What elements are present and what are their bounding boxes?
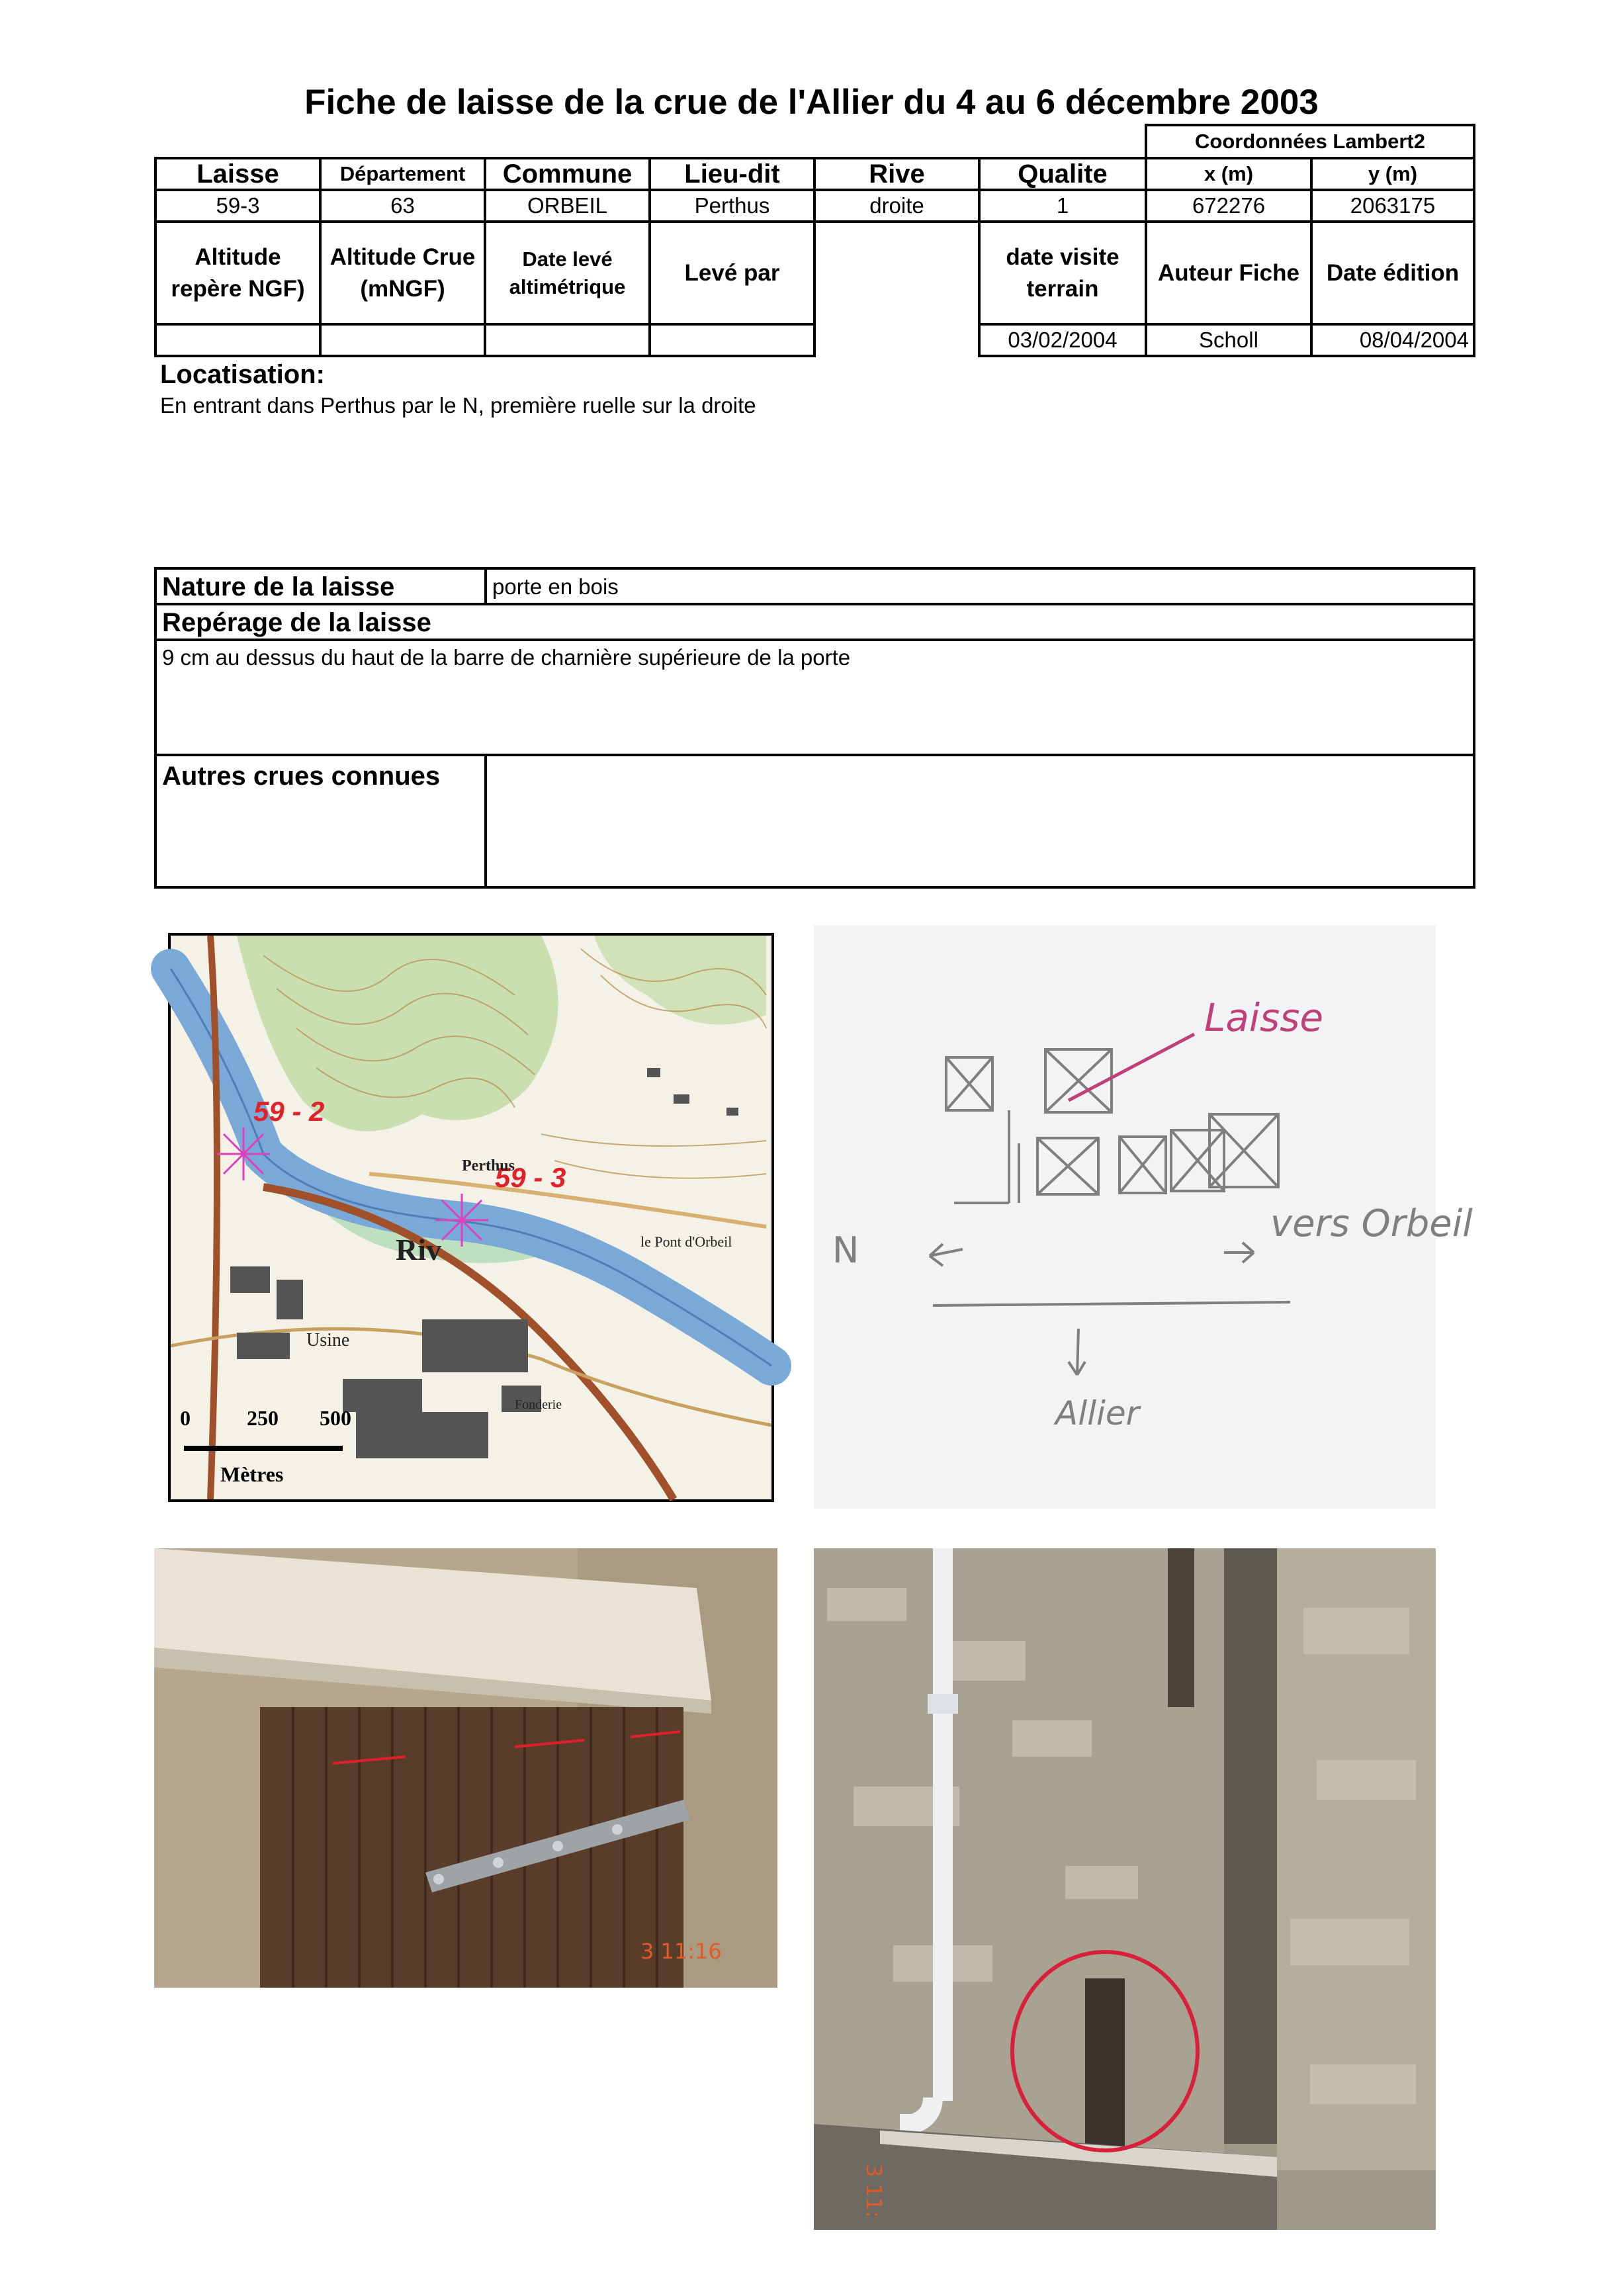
topographic-map [168,933,774,1502]
photo-alley-timestamp: 3 11: [861,2164,887,2219]
header-date-edition: Date édition [1310,220,1475,326]
header-altitude-crue-line2: (mNGF) [360,275,445,302]
header-auteur-fiche: Auteur Fiche [1145,220,1313,326]
header-date-visite [978,220,1147,326]
nature-value: porte en bois [492,574,619,599]
value-altitude-repere [154,323,322,357]
map-scale-500: 500 [320,1406,351,1430]
reperage-label: Repérage de la laisse [162,608,431,637]
map-place-perthus: Perthus [462,1157,515,1174]
value-rive: droite [813,189,981,223]
photo-door-closeup [154,1548,777,1988]
localisation-label: Locatisation: [160,360,325,389]
map-scale-250: 250 [247,1406,279,1430]
sketch-north-label: N [832,1229,859,1271]
header-lieu-dit: Lieu-dit [648,157,816,191]
photo-alley-view [814,1548,1436,2230]
nature-label-cell [154,567,487,605]
photo-door-timestamp: 3 11:16 [640,1939,722,1964]
header-date-leve-line2: altimétrique [509,275,626,298]
reperage-text-cell [154,639,1475,756]
nature-value-cell [484,567,1475,605]
value-lieu-dit: Perthus [648,189,816,223]
header-altitude-repere-line2: repère NGF) [171,275,305,302]
value-date-leve [484,323,651,357]
autres-crues-label: Autres crues connues [162,762,441,791]
header-date-leve-line1: Date levé [522,247,613,271]
value-qualite: 1 [978,189,1147,223]
header-date-visite-line2: terrain [1026,275,1099,302]
map-scale-0: 0 [180,1406,191,1430]
map-place-fonderie: Fonderie [515,1397,562,1412]
value-altitude-crue [319,323,486,357]
header-date-leve [484,220,651,326]
value-commune: ORBEIL [484,189,651,223]
header-altitude-repere [154,220,322,326]
coords-header: Coordonnées Lambert2 [1145,124,1475,159]
sketch-orbeil-label: vers Orbeil [1270,1202,1473,1245]
header-rive: Rive [813,157,981,191]
autres-crues-value-cell [484,754,1475,889]
nature-label: Nature de la laisse [162,572,395,601]
header-altitude-crue [319,220,486,326]
header-commune: Commune [484,157,651,191]
autres-crues-label-cell [154,754,487,889]
value-departement: 63 [319,189,486,223]
header-date-visite-line1: date visite [1006,244,1119,271]
header-altitude-repere-line1: Altitude [195,244,281,271]
sketch-allier-label: Allier [1055,1394,1140,1433]
map-place-pont: le Pont d'Orbeil [640,1233,732,1250]
sketch-laisse-label: Laisse [1204,995,1324,1040]
value-auteur-fiche: Scholl [1145,323,1313,357]
header-leve-par: Levé par [648,220,816,326]
value-x: 672276 [1145,189,1313,223]
localisation-text: En entrant dans Perthus par le N, première ruelle sur la droite [160,393,756,418]
header-x: x (m) [1145,157,1313,191]
reperage-label-row [154,603,1475,641]
map-place-riv: Riv [396,1233,441,1266]
map-marker-59-3: 59 - 3 [495,1162,566,1193]
header-laisse: Laisse [154,157,322,191]
value-laisse: 59-3 [154,189,322,223]
header-qualite: Qualite [978,157,1147,191]
value-leve-par [648,323,816,357]
map-scale-unit: Mètres [220,1462,284,1486]
page-title: Fiche de laisse de la crue de l'Allier du 4 au 6 décembre 2003 [304,83,1319,122]
map-marker-59-2: 59 - 2 [253,1096,325,1127]
header-altitude-crue-line1: Altitude Crue [329,244,476,271]
value-date-edition: 08/04/2004 [1310,323,1475,357]
map-place-usine: Usine [306,1330,350,1350]
value-y: 2063175 [1310,189,1475,223]
reperage-text: 9 cm au dessus du haut de la barre de charnière supérieure de la porte [162,645,851,670]
header-y: y (m) [1310,157,1475,191]
value-date-visite: 03/02/2004 [978,323,1147,357]
hand-sketch [814,925,1473,1509]
header-departement: Département [319,157,486,191]
